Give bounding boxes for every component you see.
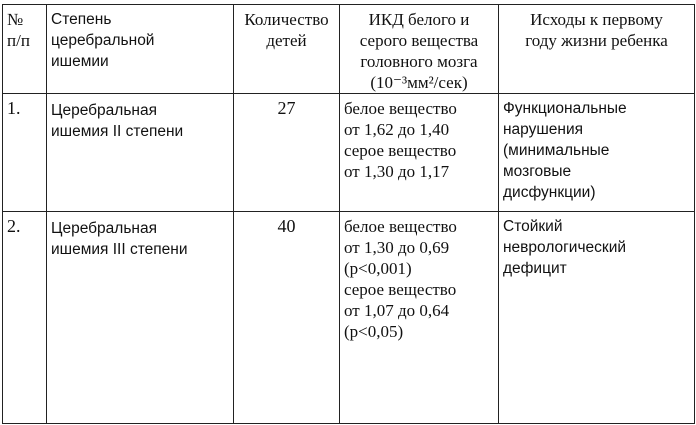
row-number: 1. bbox=[3, 94, 47, 212]
results-table bbox=[2, 4, 695, 424]
row-grade bbox=[47, 94, 234, 212]
row-number: 2. bbox=[3, 212, 47, 424]
row-outcome-line: неврологический bbox=[503, 239, 627, 256]
row-outcome-line: дисфункции) bbox=[503, 184, 596, 201]
row-ikd-line: от 1,62 до 1,40 bbox=[344, 120, 450, 139]
row-ikd-line: от 1,30 до 0,69 bbox=[344, 238, 450, 257]
row-outcome-line: Стойкий bbox=[503, 218, 563, 235]
header-outcome bbox=[499, 5, 695, 94]
header-count bbox=[234, 5, 340, 94]
row-outcome-line: нарушения bbox=[503, 121, 584, 138]
row-grade bbox=[47, 212, 234, 424]
header-count-line: детей bbox=[266, 31, 307, 50]
row-ikd-line: серое вещество bbox=[344, 280, 457, 299]
row-ikd-line: от 1,07 до 0,64 bbox=[344, 301, 450, 320]
header-grade-line: Степень bbox=[51, 11, 112, 28]
row-ikd-line: (p<0,05) bbox=[344, 322, 404, 341]
header-outcome-line: Исходы к первому bbox=[530, 10, 663, 29]
row-ikd-line: от 1,30 до 1,17 bbox=[344, 162, 450, 181]
row-outcome-line: дефицит bbox=[503, 260, 567, 277]
row-outcome-line: мозговые bbox=[503, 163, 572, 180]
row-count: 27 bbox=[234, 94, 340, 212]
header-ikd-line: головного мозга bbox=[360, 52, 478, 71]
row-outcome bbox=[499, 94, 695, 212]
row-count: 40 bbox=[234, 212, 340, 424]
header-outcome-line: году жизни ребенка bbox=[525, 31, 668, 50]
row-ikd-line: белое вещество bbox=[344, 217, 457, 236]
row-outcome-line: (минимальные bbox=[503, 142, 610, 159]
row-ikd-line: серое вещество bbox=[344, 141, 457, 160]
header-number bbox=[3, 5, 47, 94]
row-ikd-line: (p<0,001) bbox=[344, 259, 412, 278]
table-row bbox=[3, 212, 695, 424]
header-ikd bbox=[340, 5, 499, 94]
header-grade bbox=[47, 5, 234, 94]
header-grade-line: ишемии bbox=[51, 53, 109, 70]
row-grade-line: Церебральная bbox=[51, 102, 157, 119]
table-header-row bbox=[3, 5, 695, 94]
header-ikd-line: (10⁻³мм²/сек) bbox=[370, 73, 468, 92]
header-grade-line: церебральной bbox=[51, 32, 155, 49]
row-grade-line: ишемия III степени bbox=[51, 241, 188, 258]
header-number-line: п/п bbox=[7, 31, 30, 50]
row-ikd bbox=[340, 212, 499, 424]
row-ikd-line: белое вещество bbox=[344, 99, 457, 118]
row-outcome-line: Функциональные bbox=[503, 100, 627, 117]
row-ikd bbox=[340, 94, 499, 212]
header-ikd-line: серого вещества bbox=[359, 31, 479, 50]
row-grade-line: Церебральная bbox=[51, 220, 157, 237]
row-outcome bbox=[499, 212, 695, 424]
row-grade-line: ишемия II степени bbox=[51, 123, 184, 140]
table-row bbox=[3, 94, 695, 212]
header-ikd-line: ИКД белого и bbox=[368, 10, 470, 29]
header-number-line: № bbox=[7, 10, 24, 29]
header-count-line: Количество bbox=[244, 10, 329, 29]
